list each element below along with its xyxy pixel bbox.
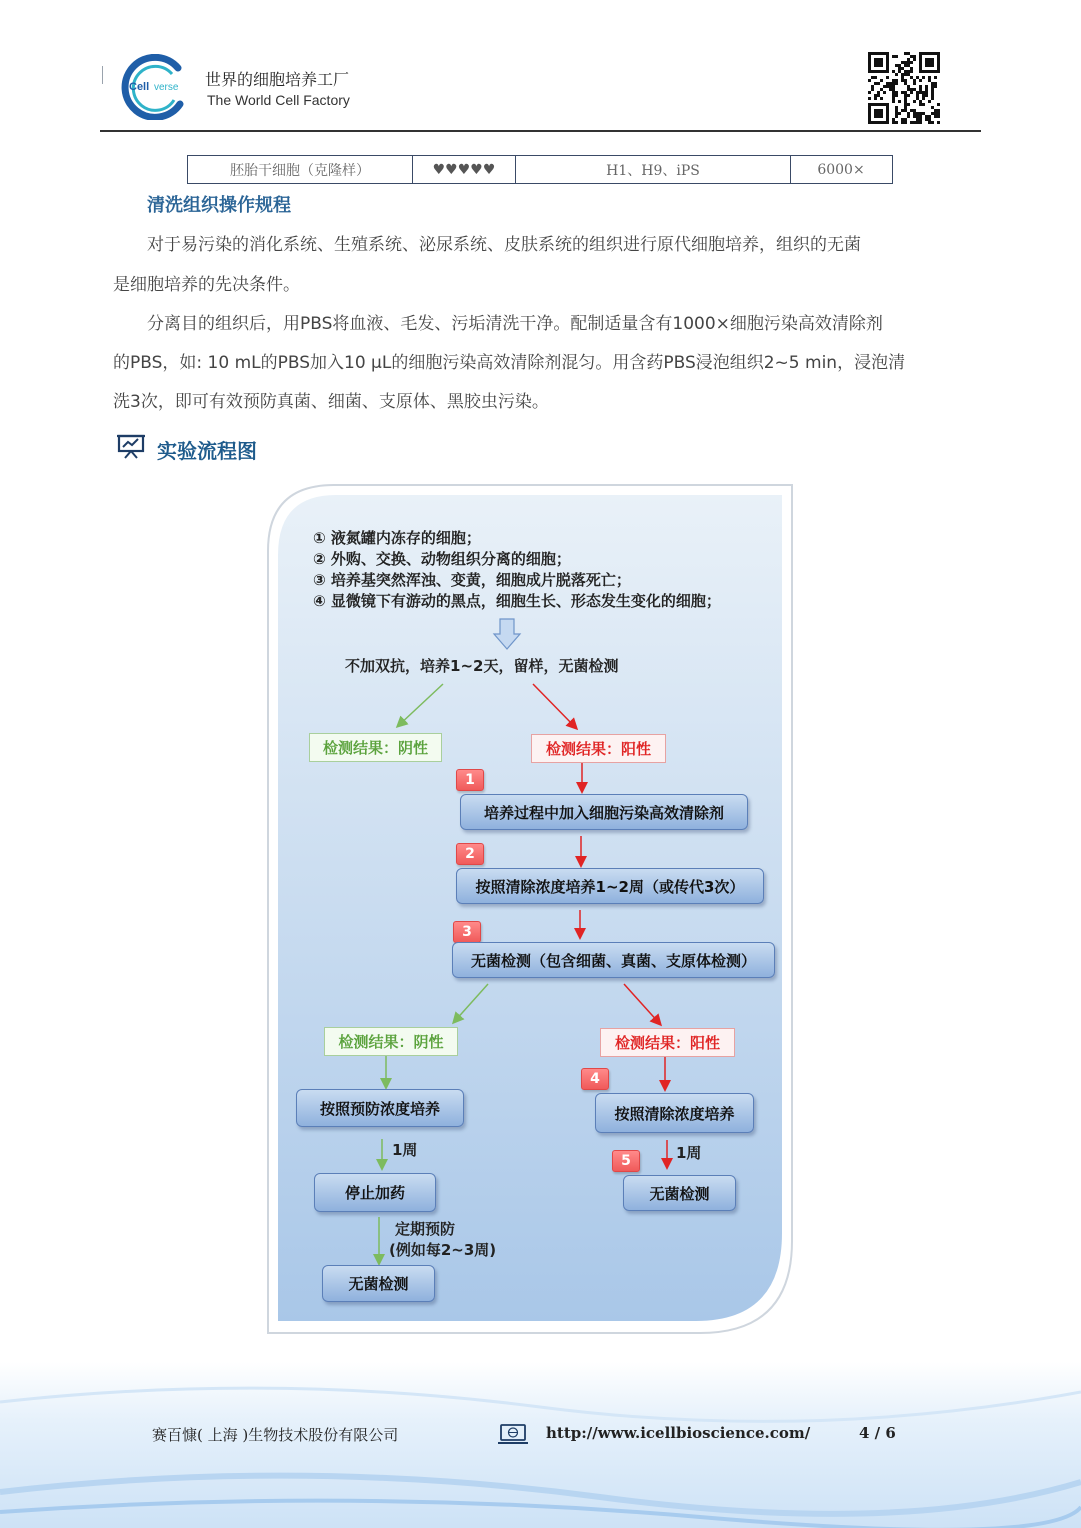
paragraph-2-line-1: 分离目的组织后，用PBS将血液、毛发、污垢清洗干净。配制适量含有1000×细胞污染高效清除剂 [147, 314, 883, 334]
table-cell-rating: ♥♥♥♥♥ [413, 156, 516, 183]
page-number: 4 / 6 [859, 1424, 896, 1442]
paragraph-2-line-2: 的PBS，如: 10 mL的PBS加入10 μL的细胞污染高效清除剂混匀。用含药PBS浸泡组织2~5 min，浸泡清 [113, 353, 906, 373]
header-tick [102, 66, 103, 84]
qr-code [868, 52, 940, 124]
result-positive-1: 检测结果：阳性 [531, 734, 666, 763]
website-icon [498, 1424, 528, 1446]
flowchart-source-list [313, 528, 721, 612]
footer-url-link[interactable]: http://www.icellbioscience.com/ [546, 1424, 811, 1442]
step-badge-1: 1 [456, 769, 484, 791]
section-title-flowchart: 实验流程图 [157, 439, 257, 463]
slogan-cn: 世界的细胞培养工厂 [205, 70, 350, 89]
svg-text:Cell: Cell [129, 81, 150, 93]
table-cell-lines: H1、H9、iPS [516, 156, 791, 183]
step-add-cleaner: 培养过程中加入细胞污染高效清除剂 [460, 794, 748, 830]
paragraph-1-line-2: 是细胞培养的先决条件。 [113, 275, 300, 295]
table-cell-dilution: 6000× [817, 161, 865, 178]
paragraph-1-line-1: 对于易污染的消化系统、生殖系统、泌尿系统、皮肤系统的组织进行原代细胞培养，组织的无菌 [147, 235, 861, 255]
step-sterility-test: 无菌检测（包含细菌、真菌、支原体检测） [452, 942, 775, 978]
paragraph-2-line-3: 洗3次，即可有效预防真菌、细菌、支原体、黑胶虫污染。 [113, 392, 549, 412]
source-item: ③ 培养基突然浑浊、变黄，细胞成片脱落死亡； [313, 571, 631, 589]
cellverse-logo [120, 54, 190, 120]
left-periodic-example: (例如每2~3周) [389, 1241, 497, 1259]
step-badge-5: 5 [612, 1150, 640, 1172]
left-stop-drug: 停止加药 [314, 1173, 436, 1212]
left-sterility-test: 无菌检测 [322, 1265, 435, 1302]
section-title-wash: 清洗组织操作规程 [147, 195, 291, 216]
step-badge-4: 4 [581, 1068, 609, 1090]
svg-text:verse: verse [154, 82, 179, 93]
footer-company: 赛百慷( 上海 )生物技术股份有限公司 [152, 1426, 399, 1444]
step-badge-2: 2 [456, 843, 484, 865]
right-clearing-culture: 按照清除浓度培养 [595, 1093, 754, 1133]
result-negative-2: 检测结果：阴性 [324, 1027, 458, 1056]
step-badge-3: 3 [453, 921, 481, 943]
left-prevent-culture: 按照预防浓度培养 [296, 1089, 464, 1127]
source-item: ④ 显微镜下有游动的黑点，细胞生长、形态发生变化的细胞； [313, 592, 721, 610]
source-item: ① 液氮罐内冻存的细胞； [313, 529, 481, 547]
header-rule [100, 130, 981, 132]
result-positive-2: 检测结果：阳性 [600, 1028, 735, 1057]
step-culture-clearing: 按照清除浓度培养1~2周（或传代3次） [456, 868, 764, 904]
left-week-label: 1周 [392, 1141, 418, 1159]
presentation-board-icon [117, 433, 145, 459]
slogan-en: The World Cell Factory [207, 92, 350, 108]
left-periodic-label: 定期预防 [395, 1220, 456, 1238]
result-negative-1: 检测结果：阴性 [309, 733, 442, 762]
footer-wave-background [0, 1362, 1081, 1528]
table-cell-name: 胚胎干细胞（克隆样） [188, 156, 413, 183]
source-item: ② 外购、交换、动物组织分离的细胞； [313, 550, 571, 568]
right-week-label: 1周 [676, 1144, 702, 1162]
right-sterility-test: 无菌检测 [623, 1175, 736, 1211]
cell-table-row [187, 155, 893, 184]
flowchart-start-step: 不加双抗，培养1~2天，留样，无菌检测 [345, 657, 619, 675]
